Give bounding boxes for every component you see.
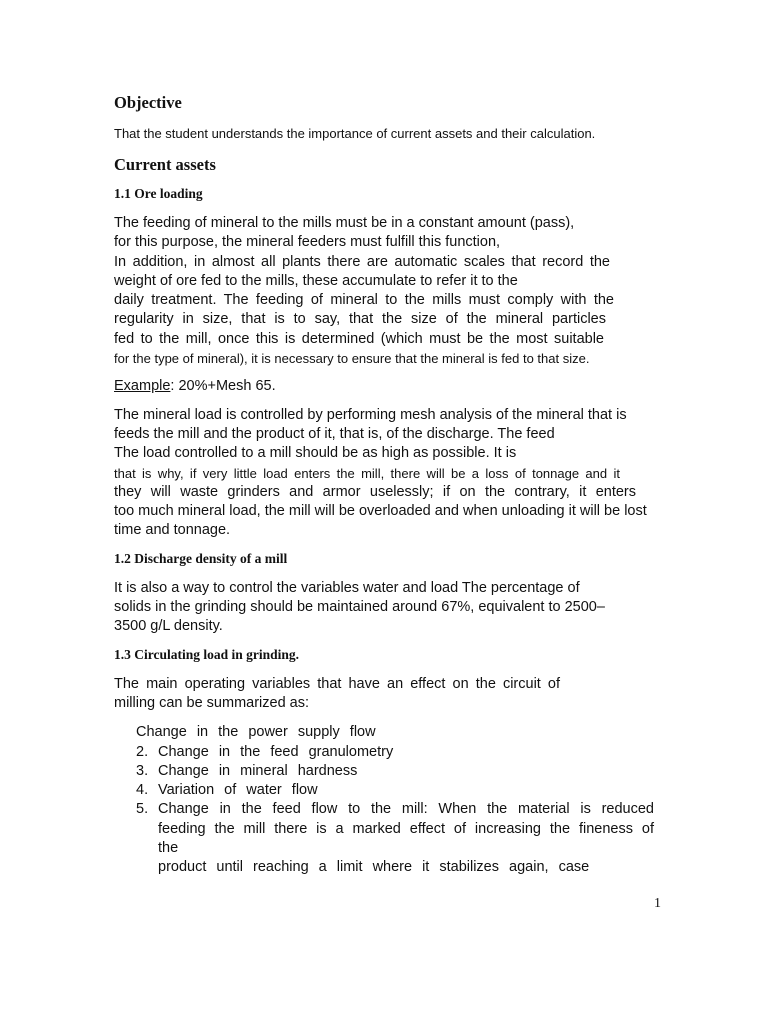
list-item-text: product until reaching a limit where it stabilizes again, case — [158, 859, 590, 876]
discharge-density-paragraph — [114, 579, 654, 637]
text-line: time and tonnage. — [114, 522, 231, 539]
circulating-load-heading: 1.3 Circulating load in grinding. — [114, 646, 300, 662]
text-line: they will waste grinders and armor uselessly; if on the contrary, it enters — [114, 483, 636, 500]
objective-text: That the student understands the importance of current assets and their calculation. — [114, 126, 596, 141]
text-line: It is also a way to control the variables water and load The percentage of — [114, 579, 580, 596]
list-item — [114, 723, 654, 742]
text-line: solids in the grinding should be maintained around 67%, equivalent to 2500– — [114, 599, 605, 616]
list-item-number: 4. — [136, 782, 149, 799]
text-line: daily treatment. The feeding of mineral to the mills must comply with the — [114, 292, 614, 309]
list-item-text: Change in the power supply flow — [136, 724, 376, 741]
page-number: 1 — [654, 896, 661, 911]
list-item-text: Change in the feed flow to the mill: When the material is reduced — [158, 801, 654, 818]
text-line: regularity in size, that is to say, that the size of the mineral particles — [114, 311, 606, 328]
objective-heading: Objective — [114, 93, 182, 112]
text-line: feeds the mill and the product of it, that is, of the discharge. The feed — [114, 425, 555, 442]
example-value: : 20%+Mesh 65. — [170, 378, 276, 395]
operating-variables-list — [114, 723, 654, 877]
text-line: fed to the mill, once this is determined (which must be the most suitable — [114, 330, 604, 347]
page-content — [114, 92, 654, 878]
text-line: for this purpose, the mineral feeders must fulfill this function, — [114, 234, 501, 251]
list-item-number: 3. — [136, 762, 149, 779]
example-line — [114, 377, 654, 396]
list-item-text: Change in the feed granulometry — [158, 743, 394, 760]
list-item — [114, 800, 654, 877]
list-item — [114, 781, 654, 800]
circulating-load-intro — [114, 675, 654, 714]
list-item-text: Variation of water flow — [158, 782, 318, 799]
text-line: 3500 g/L density. — [114, 618, 223, 635]
list-item-number: 5. — [136, 801, 149, 818]
text-line: that is why, if very little load enters the mill, there will be a loss of tonnage and it — [114, 465, 620, 481]
text-line: too much mineral load, the mill will be overloaded and when unloading it will be lost — [114, 503, 647, 520]
list-item — [114, 762, 654, 781]
ore-loading-paragraph-1 — [114, 214, 654, 368]
current-assets-heading: Current assets — [114, 155, 216, 174]
text-line: The mineral load is controlled by performing mesh analysis of the mineral that is — [114, 406, 627, 423]
list-item-text: Change in mineral hardness — [158, 762, 358, 779]
text-line: The feeding of mineral to the mills must be in a constant amount (pass), — [114, 215, 575, 231]
text-line: In addition, in almost all plants there are automatic scales that record the — [114, 253, 610, 270]
list-item-text: feeding the mill there is a marked effect of increasing the fineness of the — [158, 820, 654, 857]
text-line: weight of ore fed to the mills, these accumulate to refer it to the — [114, 272, 518, 289]
list-item — [114, 743, 654, 762]
text-line: The load controlled to a mill should be as high as possible. It is — [114, 445, 517, 462]
example-label: Example — [114, 378, 171, 395]
discharge-density-heading: 1.2 Discharge density of a mill — [114, 550, 288, 566]
text-line: for the type of mineral), it is necessary to ensure that the mineral is fed to that size. — [114, 351, 590, 367]
text-line: The main operating variables that have an effect on the circuit of — [114, 675, 560, 692]
ore-loading-heading: 1.1 Ore loading — [114, 186, 203, 201]
list-item-number: 2. — [136, 743, 149, 760]
ore-loading-paragraph-2 — [114, 406, 654, 541]
text-line: milling can be summarized as: — [114, 694, 310, 711]
